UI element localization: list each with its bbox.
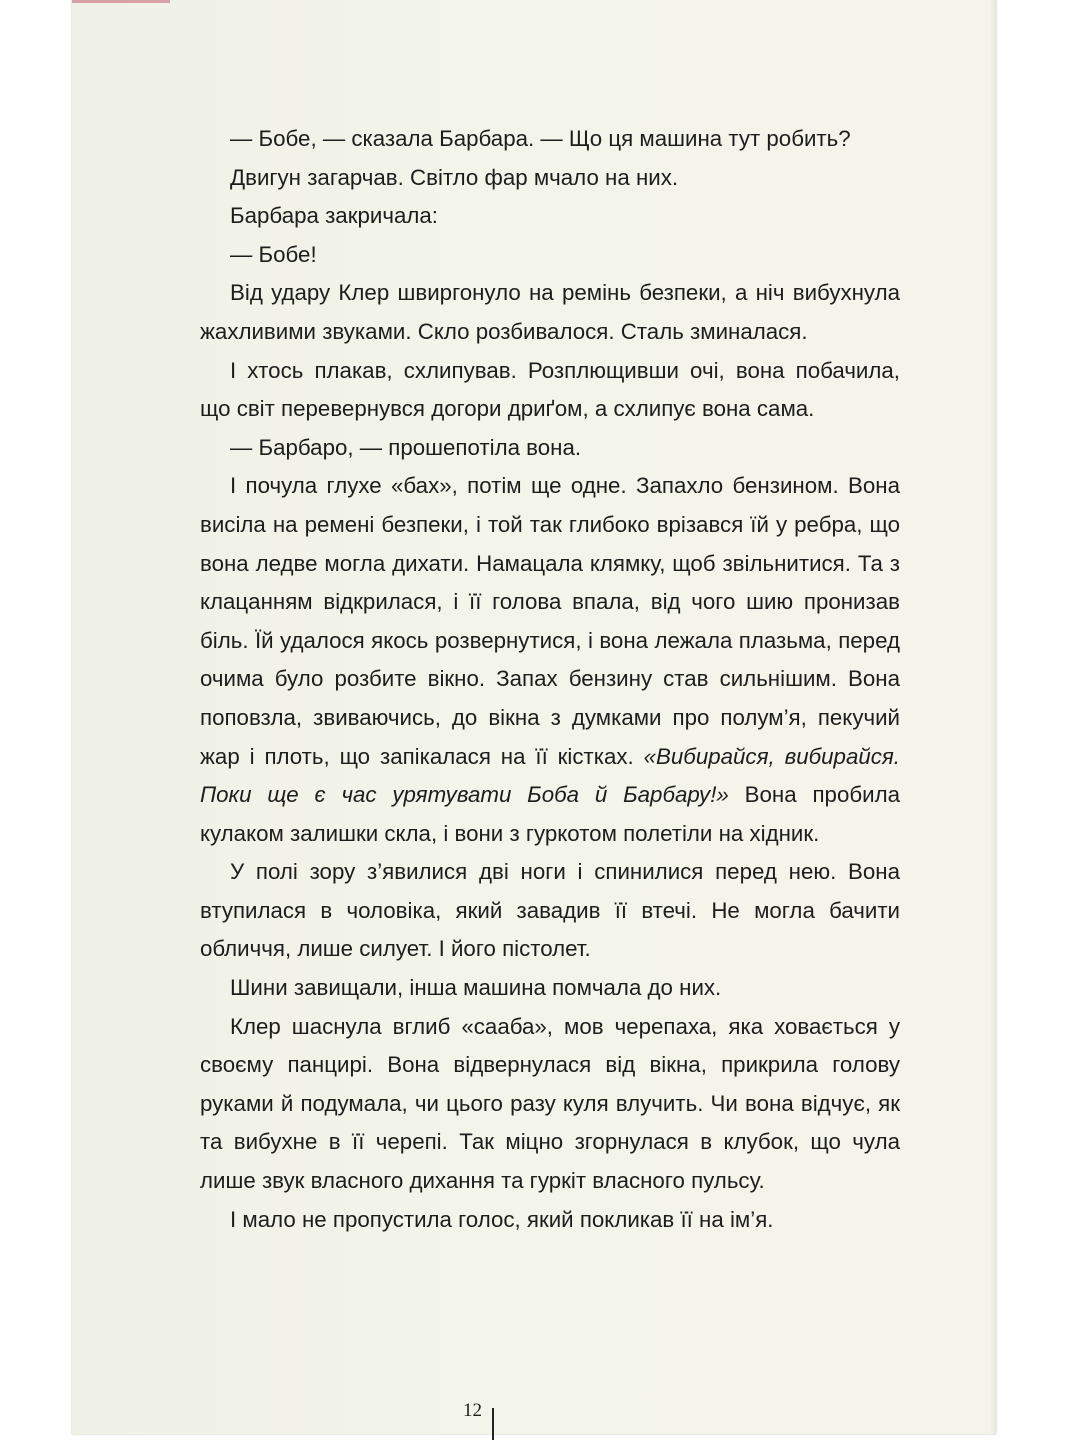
paragraph: Від удару Клер швиргонуло на ремінь безпеки, а ніч вибухнула жахливими звуками. Скло розбивалося. Сталь зминалася.	[200, 280, 900, 344]
paragraph: — Бобе, — сказала Барбара. — Що ця машина тут робить?	[230, 126, 851, 151]
page-top-mark	[72, 0, 170, 3]
page-number: 12	[463, 1400, 482, 1421]
paragraph: І хтось плакав, схлипував. Розплющивши очі, вона побачила, що світ перевернувся догори дриґом, а схлипує вона сама.	[200, 357, 900, 422]
paragraph: — Бобе!	[230, 241, 317, 267]
paragraph: Двигун загарчав. Світло фар мчало на них.	[230, 164, 679, 190]
page-edge-shadow	[990, 0, 996, 1434]
body-text	[200, 120, 900, 1239]
footer-rule	[492, 1408, 494, 1440]
paragraph	[200, 467, 900, 853]
paragraph: Барбара закричала:	[230, 203, 438, 229]
italic-thought: «Вибирайся, вибирайся. Поки ще є час урятувати Боба й Барбару!»	[200, 743, 901, 808]
paragraph-text: Вона пробила кулаком залишки скла, і вони з гуркотом полетіли на хідник.	[200, 782, 900, 846]
paragraph: — Барбаро, — прошепотіла вона.	[230, 434, 582, 460]
paragraph: Клер шаснула вглиб «сааба», мов черепаха, яка ховається у своєму панцирі. Вона відвернулася від вікна, прикрила голову руками й подумала, чи цього разу куля влучить. Чи вона відчує, як та вибухне в її черепі. Так міцно згорнулася в клубок, що чула лише звук власного дихання та гуркіт власного пульсу.	[200, 1013, 900, 1194]
book-page	[72, 0, 996, 1434]
paragraph: Шини завищали, інша машина помчала до них.	[230, 975, 722, 1001]
paragraph: У полі зору з’явилися дві ноги і спинилися перед нею. Вона втупилася в чоловіка, який завадив її втечі. Не могла бачити обличчя, лише силует. І його пістолет.	[200, 859, 900, 962]
paragraph: І мало не пропустила голос, який покликав її на ім’я.	[230, 1206, 774, 1232]
paragraph-text: І почула глухе «бах», потім ще одне. Запахло бензином. Вона висіла на ремені безпеки, і той так глибоко врізався їй у ребра, що вона ледве могла дихати. Намацала клямку, щоб звільнитися. Та з клацанням відкрилася, і її голова впала, від чого шию пронизав біль. Їй удалося якось розвернутися, і вона лежала плазьма, перед очима було розбите вікно. Запах бензину став сильнішим. Вона поповзла, звиваючись, до вікна з думками про полум’я, пекучий жар і плоть, що запікалася на її кістках.	[200, 473, 900, 769]
